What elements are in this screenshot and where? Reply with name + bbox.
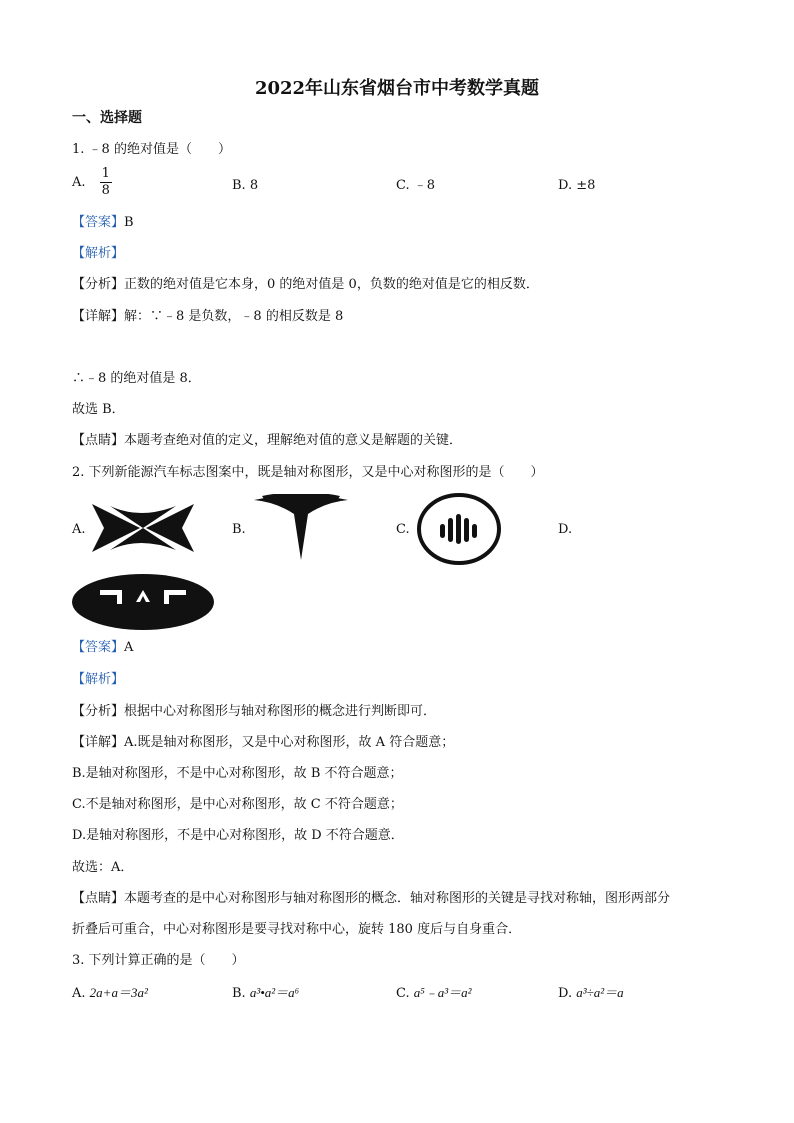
option-expression: a³÷a²＝a [576,985,624,1000]
q1-analysis-tag: 【解析】 [72,246,125,261]
xiangjie-text: 解：∵﹣8 是负数，﹣8 的相反数是 8 [124,309,344,324]
option-expression: 2a+a＝3a² [89,985,148,1000]
q2-option-b-label: B. [232,522,246,537]
q3-option-a [72,984,148,1003]
option-label: C. [396,986,410,1001]
fraction-numerator: 1 [101,166,110,181]
q3-option-c [396,984,472,1003]
xiangjie-tag: 【详解】 [72,735,125,750]
fenxi-text: 正数的绝对值是它本身，0 的绝对值是 0，负数的绝对值是它的相反数． [124,277,539,292]
q1-option-c: C. ﹣8 [396,178,436,193]
q2-fenxi [72,703,436,721]
answer-tag: 【答案】 [72,640,125,655]
q2-choose: 故选：A． [72,860,134,875]
fenxi-tag: 【分析】 [72,277,125,292]
q1-option-a-label: A. [72,175,86,190]
q2-option-c-label: C. [396,522,410,537]
dianjing-text: 本题考查的是中心对称图形与轴对称图形的概念．轴对称图形的关键是寻找对称轴，图形两部分 [124,891,671,906]
q2-line-d: D.是轴对称图形，不是中心对称图形，故 D 不符合题意． [72,828,404,843]
q1-xiangjie [72,308,343,326]
option-expression: a³•a²＝a⁶ [249,985,300,1000]
q2-dianjing [72,890,670,908]
xiangjie-tag: 【详解】 [72,309,125,324]
q1-option-a [72,166,112,199]
q1-option-b: B. 8 [232,178,259,193]
fenxi-text: 根据中心对称图形与轴对称图形的概念进行判断即可． [124,704,437,719]
option-expression: a⁵﹣a³＝a² [413,985,472,1000]
dianjing-text: 本题考查绝对值的定义，理解绝对值的意义是解题的关键． [124,433,463,448]
q1-dianjing [72,432,462,450]
q3-option-d [558,984,624,1003]
q1-option-d: D. ±8 [558,178,596,193]
q1-option-a-fraction [100,166,112,199]
q3-stem: 3. 下列计算正确的是（ ） [72,953,245,968]
q2-stem: 2. 下列新能源汽车标志图案中，既是轴对称图形，又是中心对称图形的是（ ） [72,465,544,480]
answer-value: B [124,215,134,230]
xiangjie-text: A.既是轴对称图形，又是中心对称图形，故 A 符合题意； [124,735,455,750]
q2-dianjing-cont: 折叠后可重合，中心对称图形是要寻找对称中心，旋转 180 度后与自身重合． [72,922,522,937]
q2-xiangjie [72,734,454,752]
q1-stem: 1. ﹣8 的绝对值是（ ） [72,142,231,157]
answer-tag: 【答案】 [72,215,125,230]
q2-line-b: B.是轴对称图形，不是中心对称图形，故 B 不符合题意； [72,766,403,781]
option-label: A. [72,986,86,1001]
option-label: B. [232,986,246,1001]
oval-logo-icon [70,572,216,632]
q2-line-c: C.不是轴对称图形，是中心对称图形，故 C 不符合题意； [72,797,403,812]
fenxi-tag: 【分析】 [72,704,125,719]
x-logo-icon [90,500,196,556]
option-label: D. [558,986,573,1001]
answer-value: A [124,640,134,655]
q2-analysis-tag: 【解析】 [72,672,125,687]
tesla-logo-icon [252,494,350,562]
q1-conclusion: ∴﹣8 的绝对值是 8． [72,371,201,386]
section-heading: 一、选择题 [72,110,142,126]
q2-answer [72,639,133,657]
dianjing-tag: 【点睛】 [72,433,125,448]
q2-option-a-label: A. [72,522,86,537]
q1-fenxi [72,276,539,294]
q1-answer [72,214,134,232]
page-title: 2022年山东省烟台市中考数学真题 [254,78,540,99]
q2-option-d-label: D. [558,522,573,537]
dianjing-tag: 【点睛】 [72,891,125,906]
q1-choose: 故选 B． [72,402,125,417]
byd-circle-logo-icon [416,492,502,566]
q3-option-b [232,984,299,1003]
fraction-denominator: 8 [101,183,110,198]
